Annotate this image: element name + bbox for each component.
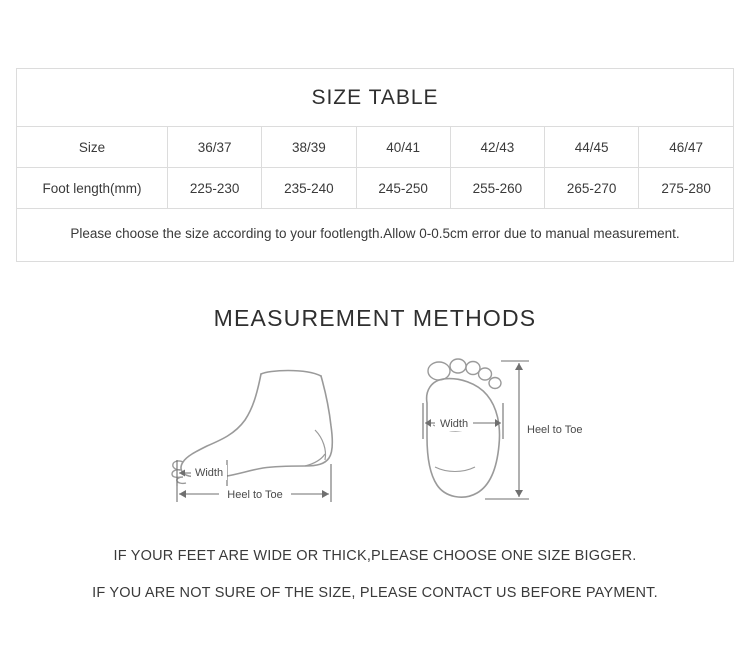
cell-size-0: 36/37 [168,127,262,168]
row-header-size: Size [17,127,168,168]
cell-length-5: 275-280 [639,168,733,209]
measurement-diagrams [0,360,750,520]
side-width-label: Width [194,467,224,479]
table-row [17,168,733,209]
footnotes [0,545,750,619]
size-table-card [16,68,734,262]
cell-size-1: 38/39 [262,127,356,168]
foot-side-view-icon [165,360,365,510]
footnote-1: IF YOUR FEET ARE WIDE OR THICK,PLEASE CHOOSE ONE SIZE BIGGER. [113,548,637,564]
measurement-methods-title: MEASUREMENT METHODS [213,305,537,331]
cell-size-5: 46/47 [639,127,733,168]
cell-length-0: 225-230 [168,168,262,209]
cell-size-2: 40/41 [356,127,450,168]
cell-length-2: 245-250 [356,168,450,209]
cell-size-3: 42/43 [450,127,544,168]
top-width-label: Width [439,418,469,430]
cell-length-4: 265-270 [545,168,639,209]
size-table [17,127,733,209]
foot-top-view-icon [405,355,605,515]
cell-length-3: 255-260 [450,168,544,209]
row-header-foot-length: Foot length(mm) [17,168,168,209]
side-length-label: Heel to Toe [227,489,283,501]
cell-size-4: 44/45 [545,127,639,168]
size-table-note: Please choose the size according to your footlength.Allow 0-0.5cm error due to manual measurement. [70,226,680,241]
table-row [17,127,733,168]
footnote-2: IF YOU ARE NOT SURE OF THE SIZE, PLEASE CONTACT US BEFORE PAYMENT. [92,585,658,602]
top-length-label: Heel to Toe [527,424,583,436]
size-table-title: SIZE TABLE [17,69,733,127]
cell-length-1: 235-240 [262,168,356,209]
